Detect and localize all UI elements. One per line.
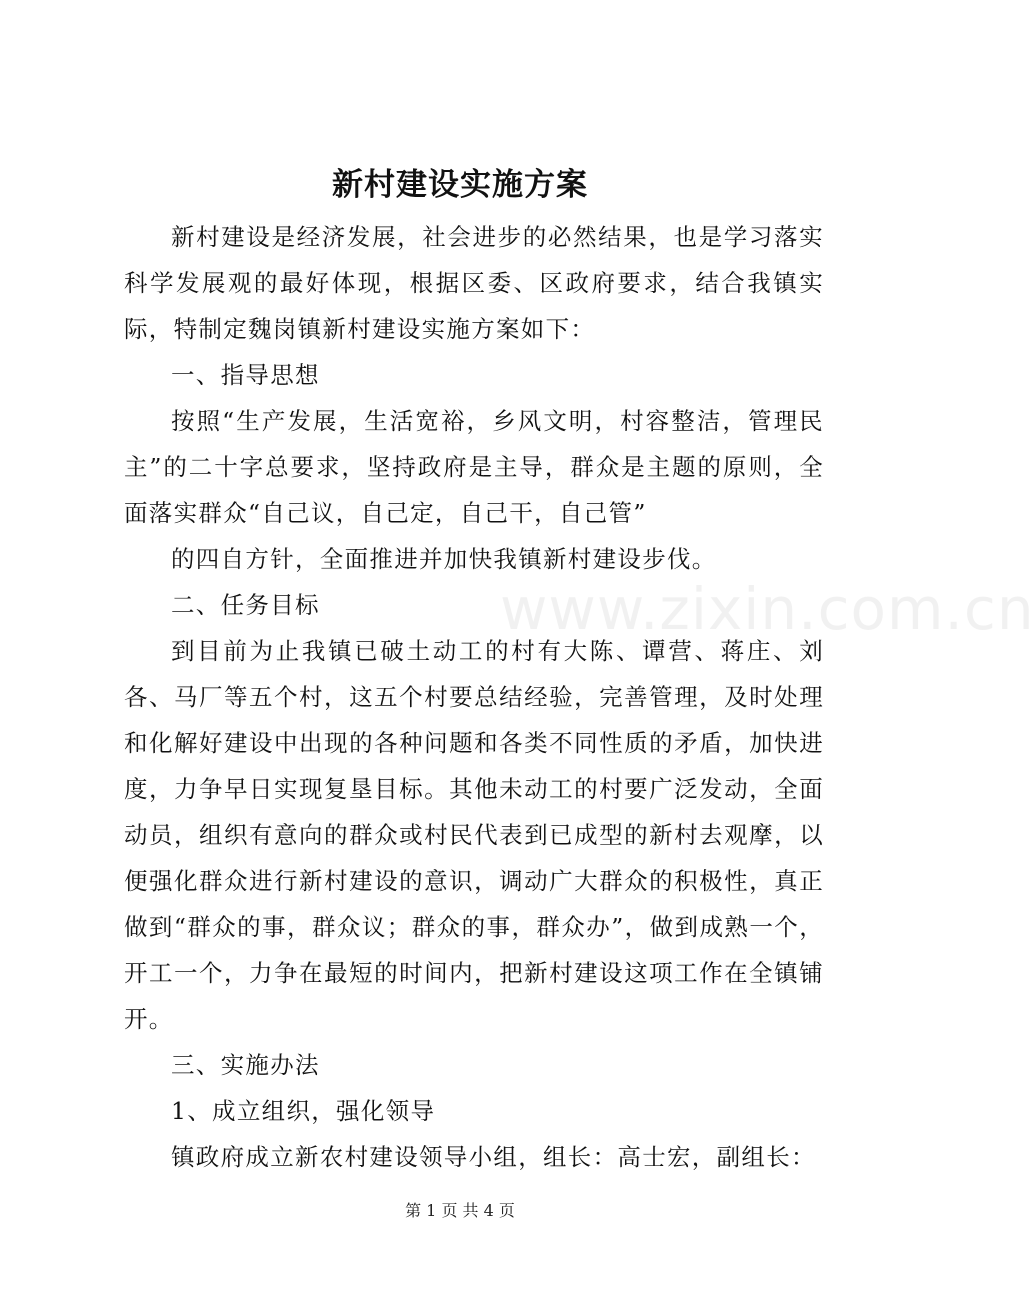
heading-task-goals: 二、任务目标 [171,591,320,619]
paragraph-guiding-thought-cont: 的四自方针，全面推进并加快我镇新村建设步伐。 [171,545,717,573]
paragraph-task-goals: 到目前为止我镇已破土动工的村有大陈、谭营、蒋庄、刘各、马厂等五个村，这五个村要总结经验，完善管理，及时处理和化解好建设中出现的各种问题和各类不同性质的矛盾，加快进度，力争早日实现复垦目标。其他未动工的村要广泛发动，全面动员，组织有意向的群众或村民代表到已成型的新村去观摩，以便强化群众进行新村建设的意识，调动广大群众的积极性，真正做到“群众的事，群众议；群众的事，群众办”，做到成熟一个，开工一个，力争在最短的时间内，把新村建设这项工作在全镇铺开。 [124,637,824,1033]
subheading-organization: 1、成立组织，强化领导 [171,1097,436,1125]
paragraph-intro: 新村建设是经济发展，社会进步的必然结果，也是学习落实科学发展观的最好体现，根据区委、区政府要求，结合我镇实际，特制定魏岗镇新村建设实施方案如下： [124,223,824,343]
watermark: www.zixin.com.cn [500,575,1035,643]
document-body [124,214,824,1180]
heading-implementation: 三、实施办法 [171,1051,320,1079]
heading-guiding-thought: 一、指导思想 [171,361,320,389]
page-footer: 第 1 页 共 4 页 [405,1201,515,1220]
document-title: 新村建设实施方案 [332,167,588,203]
paragraph-organization: 镇政府成立新农村建设领导小组，组长：高士宏，副组长： [171,1143,816,1171]
paragraph-guiding-thought: 按照“生产发展，生活宽裕，乡风文明，村容整洁，管理民主”的二十字总要求，坚持政府是主导，群众是主题的原则，全面落实群众“自己议，自己定，自己干，自己管” [124,407,824,527]
